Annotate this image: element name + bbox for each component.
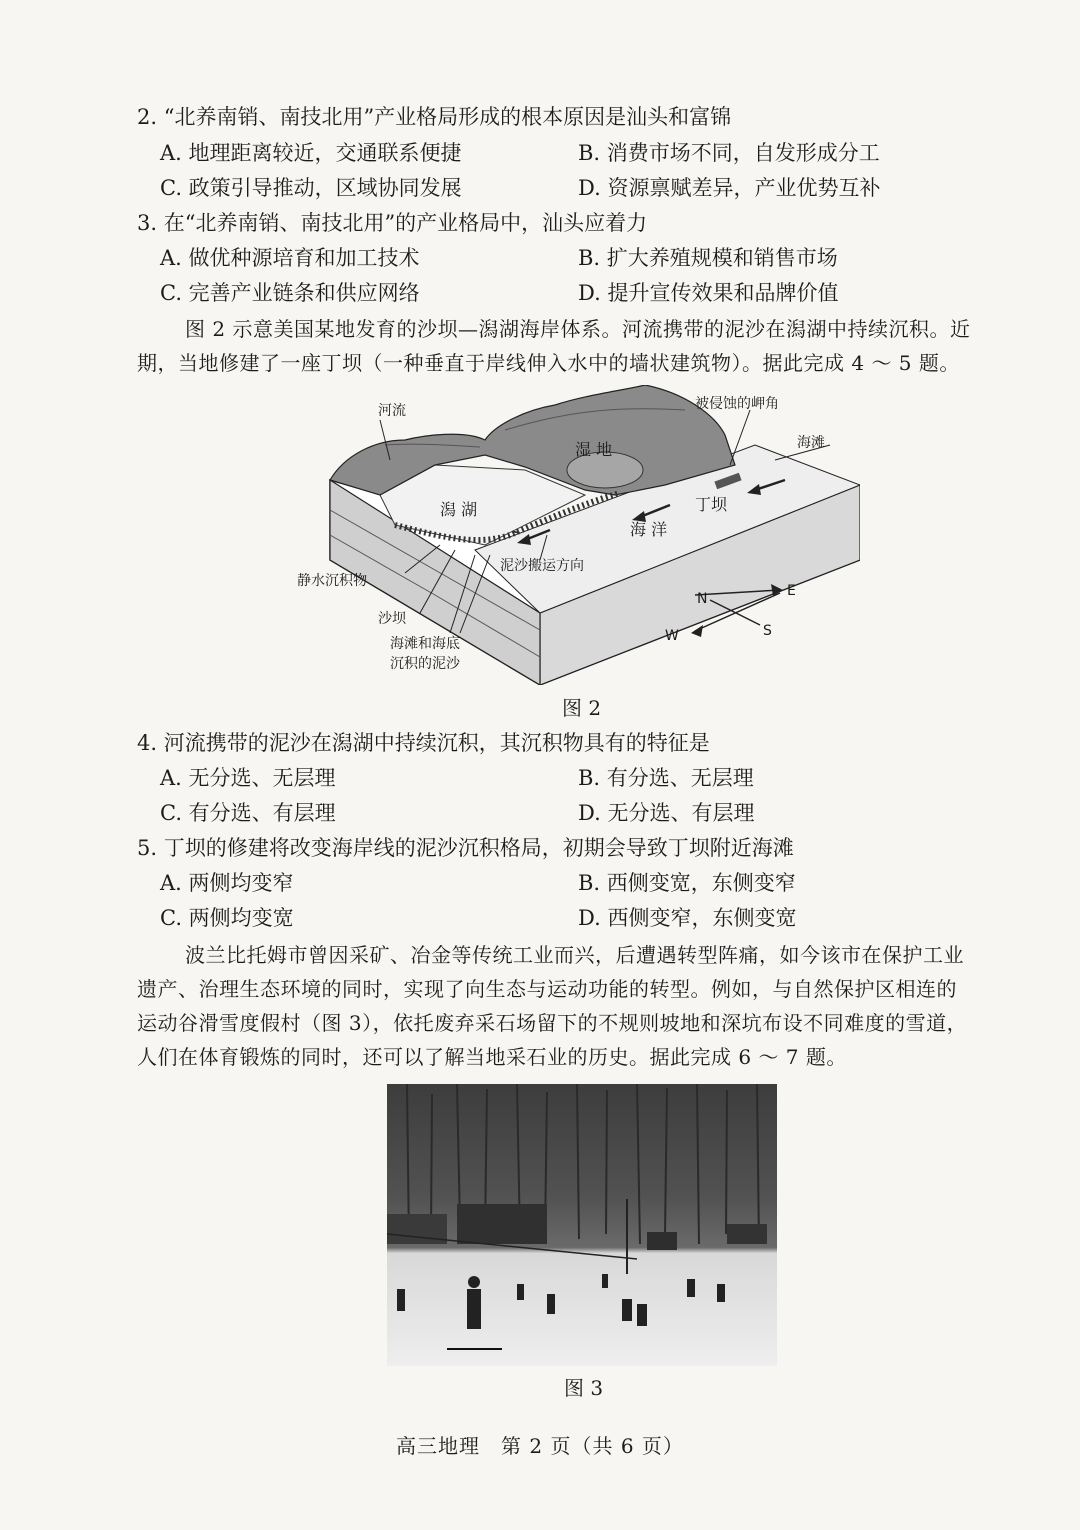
- q4-option-b: B. 有分选、无层理: [578, 766, 754, 790]
- figure3-ski-resort-photo: [387, 1084, 777, 1366]
- label-groyne: 丁坝: [695, 495, 728, 514]
- label-river: 河流: [378, 403, 406, 419]
- figure2-caption: 图 2: [562, 696, 602, 720]
- q4-option-d: D. 无分选、有层理: [578, 801, 755, 825]
- figure2-block-diagram: [285, 385, 860, 685]
- compass-s: S: [763, 623, 772, 639]
- q5-option-c: C. 两侧均变宽: [160, 906, 294, 930]
- q5-option-b: B. 西侧变宽，东侧变窄: [578, 871, 796, 895]
- compass-n: N: [697, 591, 708, 607]
- q3-option-b: B. 扩大养殖规模和销售市场: [578, 246, 838, 270]
- label-lagoon: 潟 湖: [440, 500, 478, 519]
- q4-option-c: C. 有分选、有层理: [160, 801, 336, 825]
- intro2-line2: 期，当地修建了一座丁坝（一种垂直于岸线伸入水中的墙状建筑物）。据此完成 4 ～ 5 题。: [137, 351, 960, 375]
- page-footer: 高三地理 第 2 页（共 6 页）: [396, 1434, 684, 1458]
- q2-option-b: B. 消费市场不同，自发形成分工: [578, 141, 880, 165]
- label-still-water-sediment: 静水沉积物: [297, 573, 367, 589]
- label-beach: 海滩: [797, 435, 825, 451]
- label-sand-transport: 泥沙搬运方向: [500, 558, 584, 574]
- q3-option-a: A. 做优种源培育和加工技术: [160, 246, 420, 270]
- label-sandbar: 沙坝: [378, 611, 406, 627]
- q2-option-d: D. 资源禀赋差异，产业优势互补: [578, 176, 881, 200]
- figure3-caption: 图 3: [564, 1376, 604, 1400]
- q3-stem: 3. 在“北养南销、南技北用”的产业格局中，汕头应着力: [137, 211, 648, 235]
- q4-option-a: A. 无分选、无层理: [160, 766, 336, 790]
- intro3-line4: 人们在体育锻炼的同时，还可以了解当地采石业的历史。据此完成 6 ～ 7 题。: [137, 1045, 847, 1069]
- q3-option-d: D. 提升宣传效果和品牌价值: [578, 281, 839, 305]
- label-beach-seabed-2: 沉积的泥沙: [390, 656, 460, 672]
- label-wetland: 湿 地: [575, 440, 613, 459]
- q5-option-d: D. 西侧变窄，东侧变宽: [578, 906, 797, 930]
- label-eroded-cape: 被侵蚀的岬角: [695, 396, 779, 412]
- label-ocean: 海 洋: [630, 520, 668, 539]
- q3-option-c: C. 完善产业链条和供应网络: [160, 281, 420, 305]
- intro3-line1: 波兰比托姆市曾因采矿、冶金等传统工业而兴，后遭遇转型阵痛，如今该市在保护工业: [185, 943, 964, 967]
- q2-option-a: A. 地理距离较近，交通联系便捷: [160, 141, 462, 165]
- compass-e: E: [787, 583, 796, 599]
- intro2-line1: 图 2 示意美国某地发育的沙坝—潟湖海岸体系。河流携带的泥沙在潟湖中持续沉积。近: [185, 317, 971, 341]
- q4-stem: 4. 河流携带的泥沙在潟湖中持续沉积，其沉积物具有的特征是: [137, 731, 710, 755]
- q5-option-a: A. 两侧均变窄: [160, 871, 294, 895]
- compass-w: W: [665, 628, 679, 644]
- label-beach-seabed-1: 海滩和海底: [390, 636, 460, 652]
- q2-option-c: C. 政策引导推动，区域协同发展: [160, 176, 462, 200]
- q2-stem: 2. “北养南销、南技北用”产业格局形成的根本原因是汕头和富锦: [137, 105, 732, 129]
- q5-stem: 5. 丁坝的修建将改变海岸线的泥沙沉积格局，初期会导致丁坝附近海滩: [137, 836, 794, 860]
- intro3-line3: 运动谷滑雪度假村（图 3），依托废弃采石场留下的不规则坡地和深坑布设不同难度的雪道，: [137, 1011, 968, 1035]
- intro3-line2: 遗产、治理生态环境的同时，实现了向生态与运动功能的转型。例如，与自然保护区相连的: [137, 977, 957, 1001]
